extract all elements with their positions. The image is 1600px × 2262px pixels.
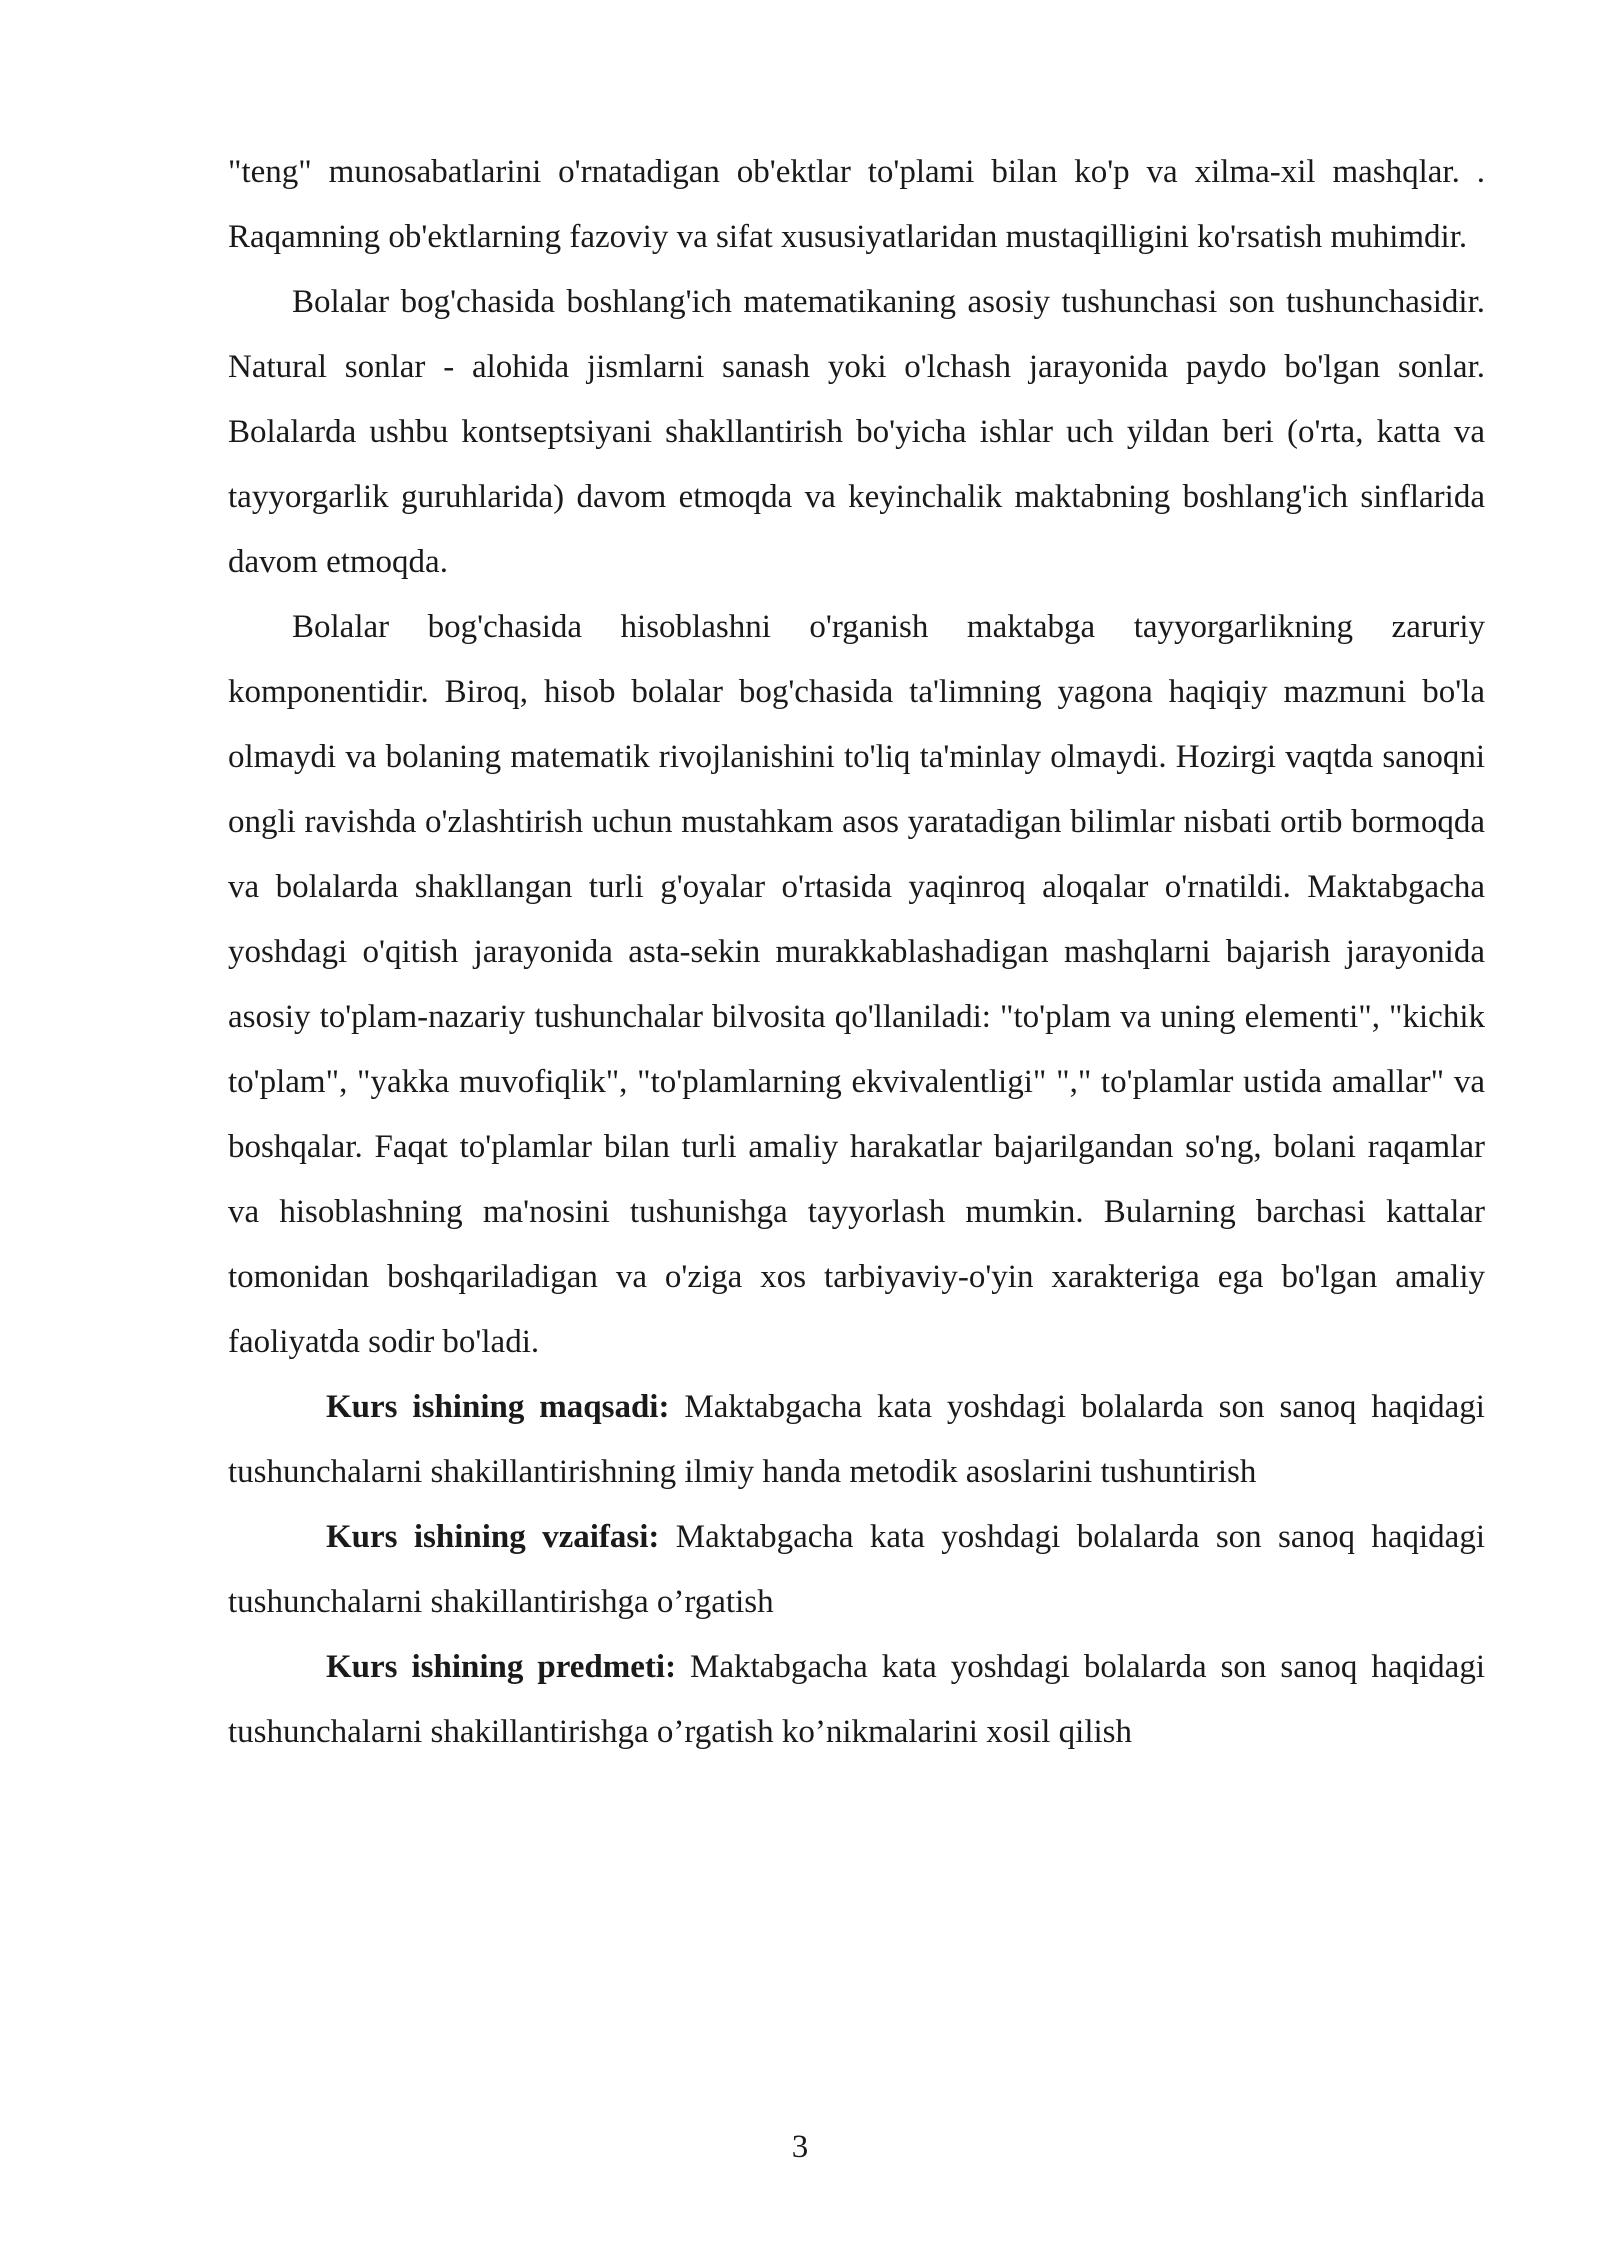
course-goal-paragraph: [228, 1375, 1485, 1505]
course-goal-label: Kurs ishining maqsadi:: [326, 1389, 670, 1425]
body-paragraph: "teng" munosabatlarini o'rnatadigan ob'ektlar to'plami bilan ko'p va xilma-xil mashqlar. . Raqamning ob'ektlarning fazoviy va sifat xususiyatlaridan mustaqilligini ko'rsatish muhimdir.: [228, 154, 1485, 255]
course-task-text: Maktabgacha kata yoshdagi bolalarda son sanoq haqidagi tushunchalarni shakillantirishga o’rgatish: [228, 1519, 1485, 1620]
course-task-label: Kurs ishining vzaifasi:: [326, 1519, 660, 1555]
course-subject-text: Maktabgacha kata yoshdagi bolalarda son sanoq haqidagi tushunchalarni shakillantirishga o’rgatish ko’nikmalarini xosil qilish: [228, 1649, 1485, 1750]
course-goal-text: Maktabgacha kata yoshdagi bolalarda son sanoq haqidagi tushunchalarni shakillantirishning ilmiy handa metodik asoslarini tushuntirish: [228, 1389, 1485, 1490]
page-number: 3: [791, 2129, 809, 2165]
course-subject-label: Kurs ishining predmeti:: [326, 1649, 677, 1685]
course-task-paragraph: [228, 1505, 1485, 1635]
body-paragraph: Bolalar bog'chasida boshlang'ich matematikaning asosiy tushunchasi son tushunchasidir. Natural sonlar - alohida jismlarni sanash yoki o'lchash jarayonida paydo bo'lgan sonlar. Bolalarda ushbu kontseptsiyani shakllantirish bo'yicha ishlar uch yildan beri (o'rta, katta va tayyorgarlik guruhlarida) davom etmoqda va keyinchalik maktabning boshlang'ich sinflarida davom etmoqda.: [228, 284, 1485, 580]
body-paragraph: Bolalar bog'chasida hisoblashni o'rganish maktabga tayyorgarlikning zaruriy komponentidir. Biroq, hisob bolalar bog'chasida ta'limning yagona haqiqiy mazmuni bo'la olmaydi va bolaning matematik rivojlanishini to'liq ta'minlay olmaydi. Hozirgi vaqtda sanoqni ongli ravishda o'zlashtirish uchun mustahkam asos yaratadigan bilimlar nisbati ortib bormoqda va bolalarda shakllangan turli g'oyalar o'rtasida yaqinroq aloqalar o'rnatildi. Maktabgacha yoshdagi o'qitish jarayonida asta-sekin murakkablashadigan mashqlarni bajarish jarayonida asosiy to'plam-nazariy tushunchalar bilvosita qo'llaniladi: "to'plam va uning elementi", "kichik to'plam", "yakka muvofiqlik", "to'plamlarning ekvivalentligi" "," to'plamlar ustida amallar" va boshqalar. Faqat to'plamlar bilan turli amaliy harakatlar bajarilgandan so'ng, bolani raqamlar va hisoblashning ma'nosini tushunishga tayyorlash mumkin. Bularning barchasi kattalar tomonidan boshqariladigan va o'ziga xos tarbiyaviy-o'yin xarakteriga ega bo'lgan amaliy faoliyatda sodir bo'ladi.: [228, 609, 1485, 1360]
document-body: [228, 140, 1485, 1765]
course-subject-paragraph: [228, 1635, 1485, 1765]
